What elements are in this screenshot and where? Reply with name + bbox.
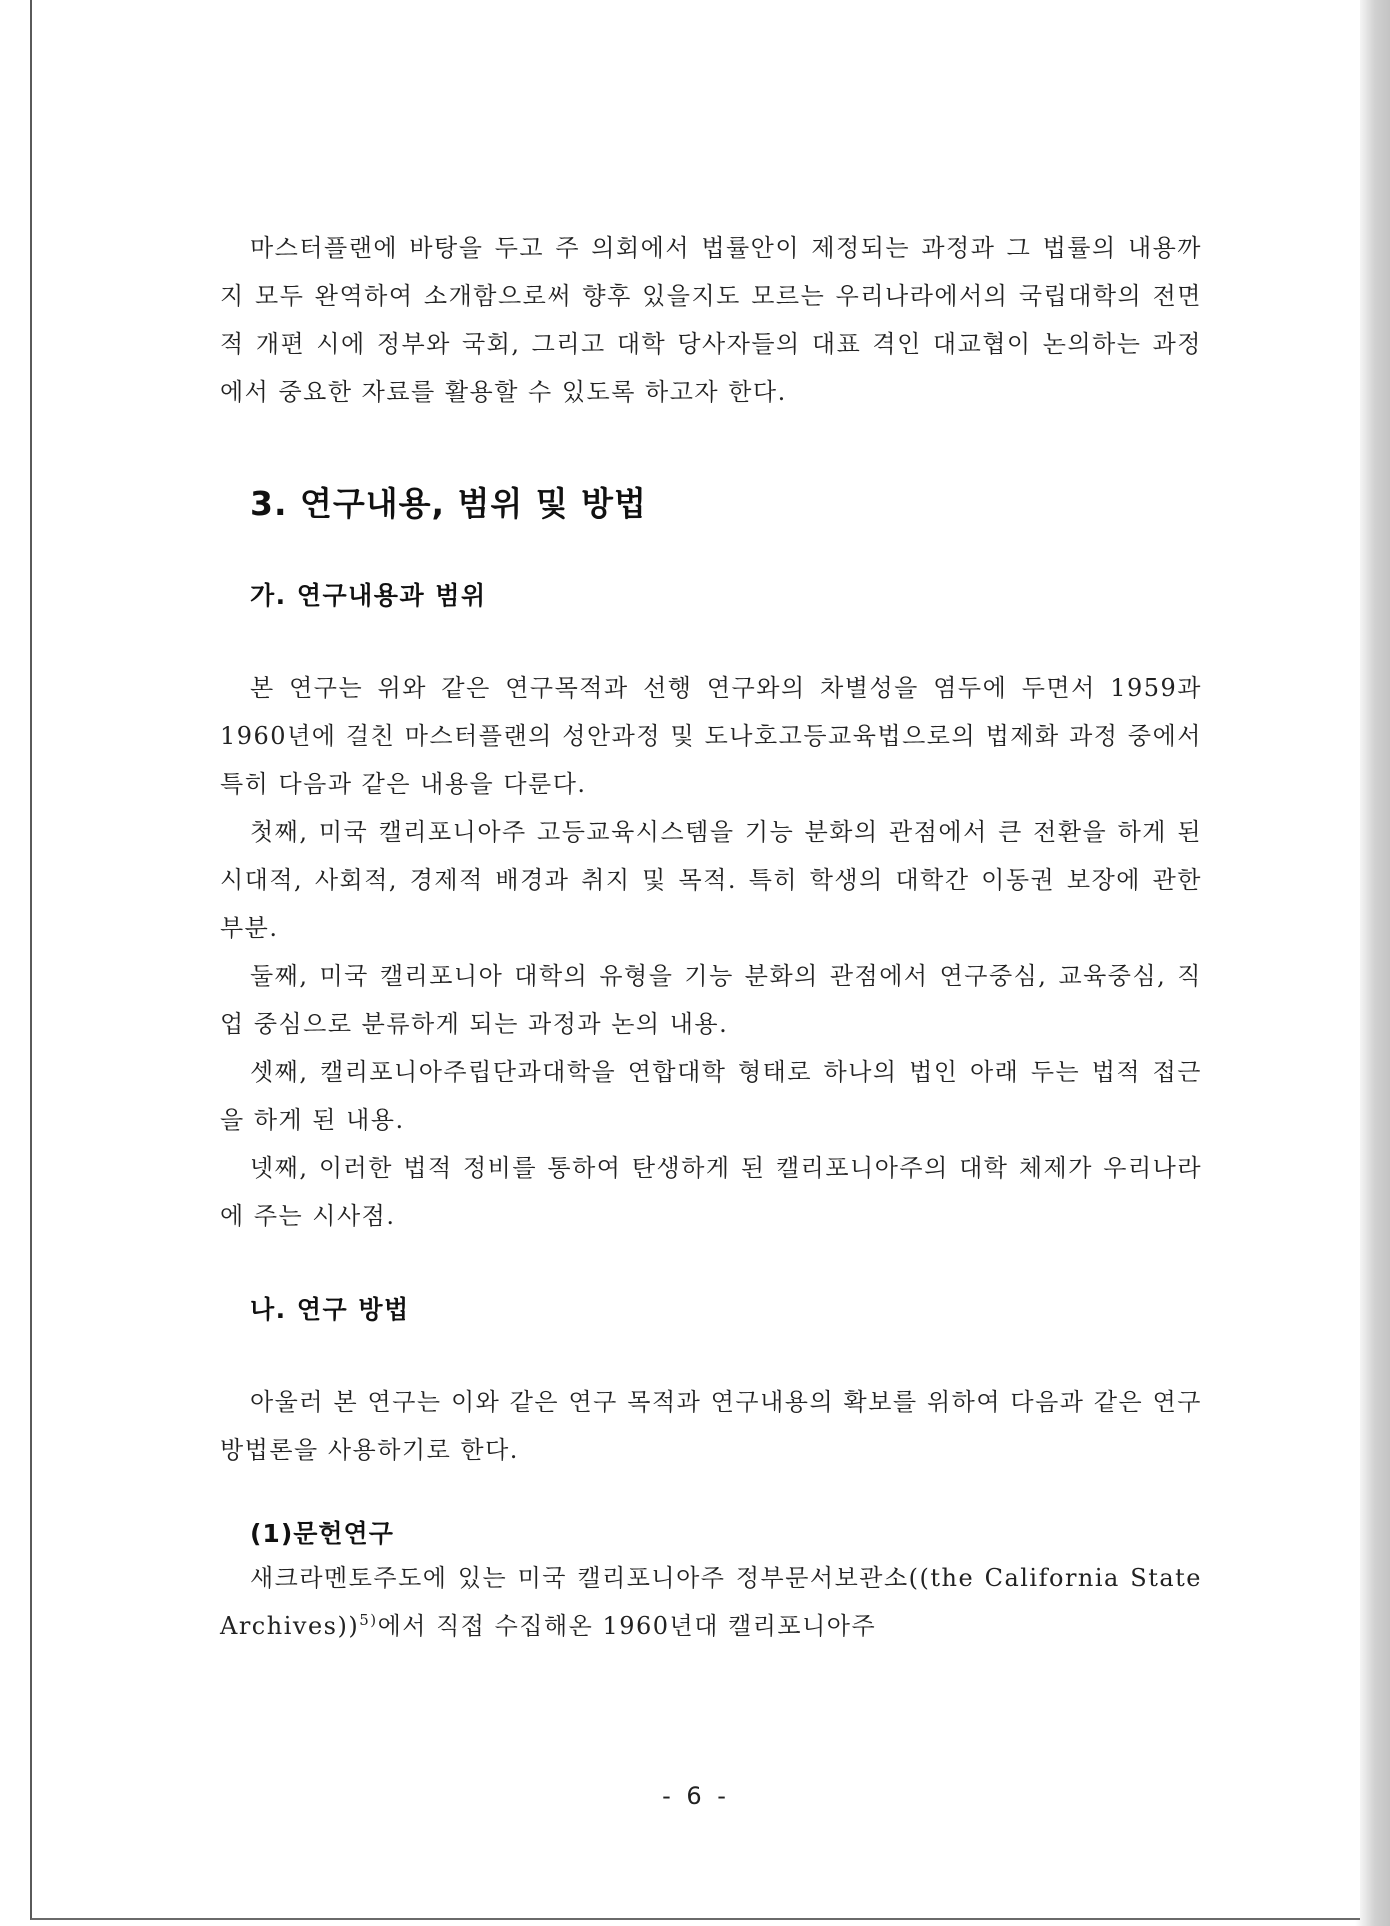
item-title-literature-review: (1)문헌연구 [250,1519,394,1548]
scope-paragraph-second: 둘째, 미국 캘리포니아 대학의 유형을 기능 분화의 관점에서 연구중심, 교육중심, 직업 중심으로 분류하게 되는 과정과 논의 내용. [220,962,1202,1038]
subsection-title-method: 나. 연구 방법 [250,1295,410,1324]
scope-paragraph-fourth: 넷째, 이러한 법적 정비를 통하여 탄생하게 된 캘리포니아주의 대학 체제가 우리나라에 주는 시사점. [220,1154,1202,1230]
document-page [30,0,1360,1920]
literature-review-text-continued: 에서 직접 수집해온 1960년대 캘리포니아주 [377,1612,877,1640]
spacer [220,616,1202,664]
intro-paragraph: 마스터플랜에 바탕을 두고 주 의회에서 법률안이 제정되는 과정과 그 법률의 내용까지 모두 완역하여 소개함으로써 향후 있을지도 모르는 우리나라에서의 국립대학의 전면적 개편 시에 정부와 국회, 그리고 대학 당사자들의 대표 격인 대교협이 논의하는 과정에서 중요한 자료를 활용할 수 있도록 하고자 한다. [220,234,1202,406]
spacer [220,1474,1202,1514]
literature-review-paragraph [220,1554,1202,1650]
scope-paragraph-intro: 본 연구는 위와 같은 연구목적과 선행 연구와의 차별성을 염두에 두면서 1959과 1960년에 걸친 마스터플랜의 성안과정 및 도나호고등교육법으로의 법제화 과정 중에서 특히 다음과 같은 내용을 다룬다. [220,674,1202,798]
scope-paragraph-third: 셋째, 캘리포니아주립단과대학을 연합대학 형태로 하나의 법인 아래 두는 법적 접근을 하게 된 내용. [220,1058,1202,1134]
literature-review-text: 새크라멘토주도에 있는 미국 캘리포니아주 정부문서보관소((the California State Archives)) [220,1564,1202,1640]
page-number: - 6 - [662,1782,730,1810]
scope-paragraph-first: 첫째, 미국 캘리포니아주 고등교육시스템을 기능 분화의 관점에서 큰 전환을 하게 된 시대적, 사회적, 경제적 배경과 취지 및 목적. 특히 학생의 대학간 이동권 보장에 관한 부분. [220,818,1202,942]
page-content [220,224,1202,1650]
spacer [220,1330,1202,1378]
section-title: 3. 연구내용, 범위 및 방법 [250,484,647,523]
method-paragraph: 아울러 본 연구는 이와 같은 연구 목적과 연구내용의 확보를 위하여 다음과 같은 연구방법론을 사용하기로 한다. [220,1388,1202,1464]
subsection-title-content-scope: 가. 연구내용과 범위 [250,581,487,610]
footnote-reference[interactable]: 5) [359,1611,378,1629]
